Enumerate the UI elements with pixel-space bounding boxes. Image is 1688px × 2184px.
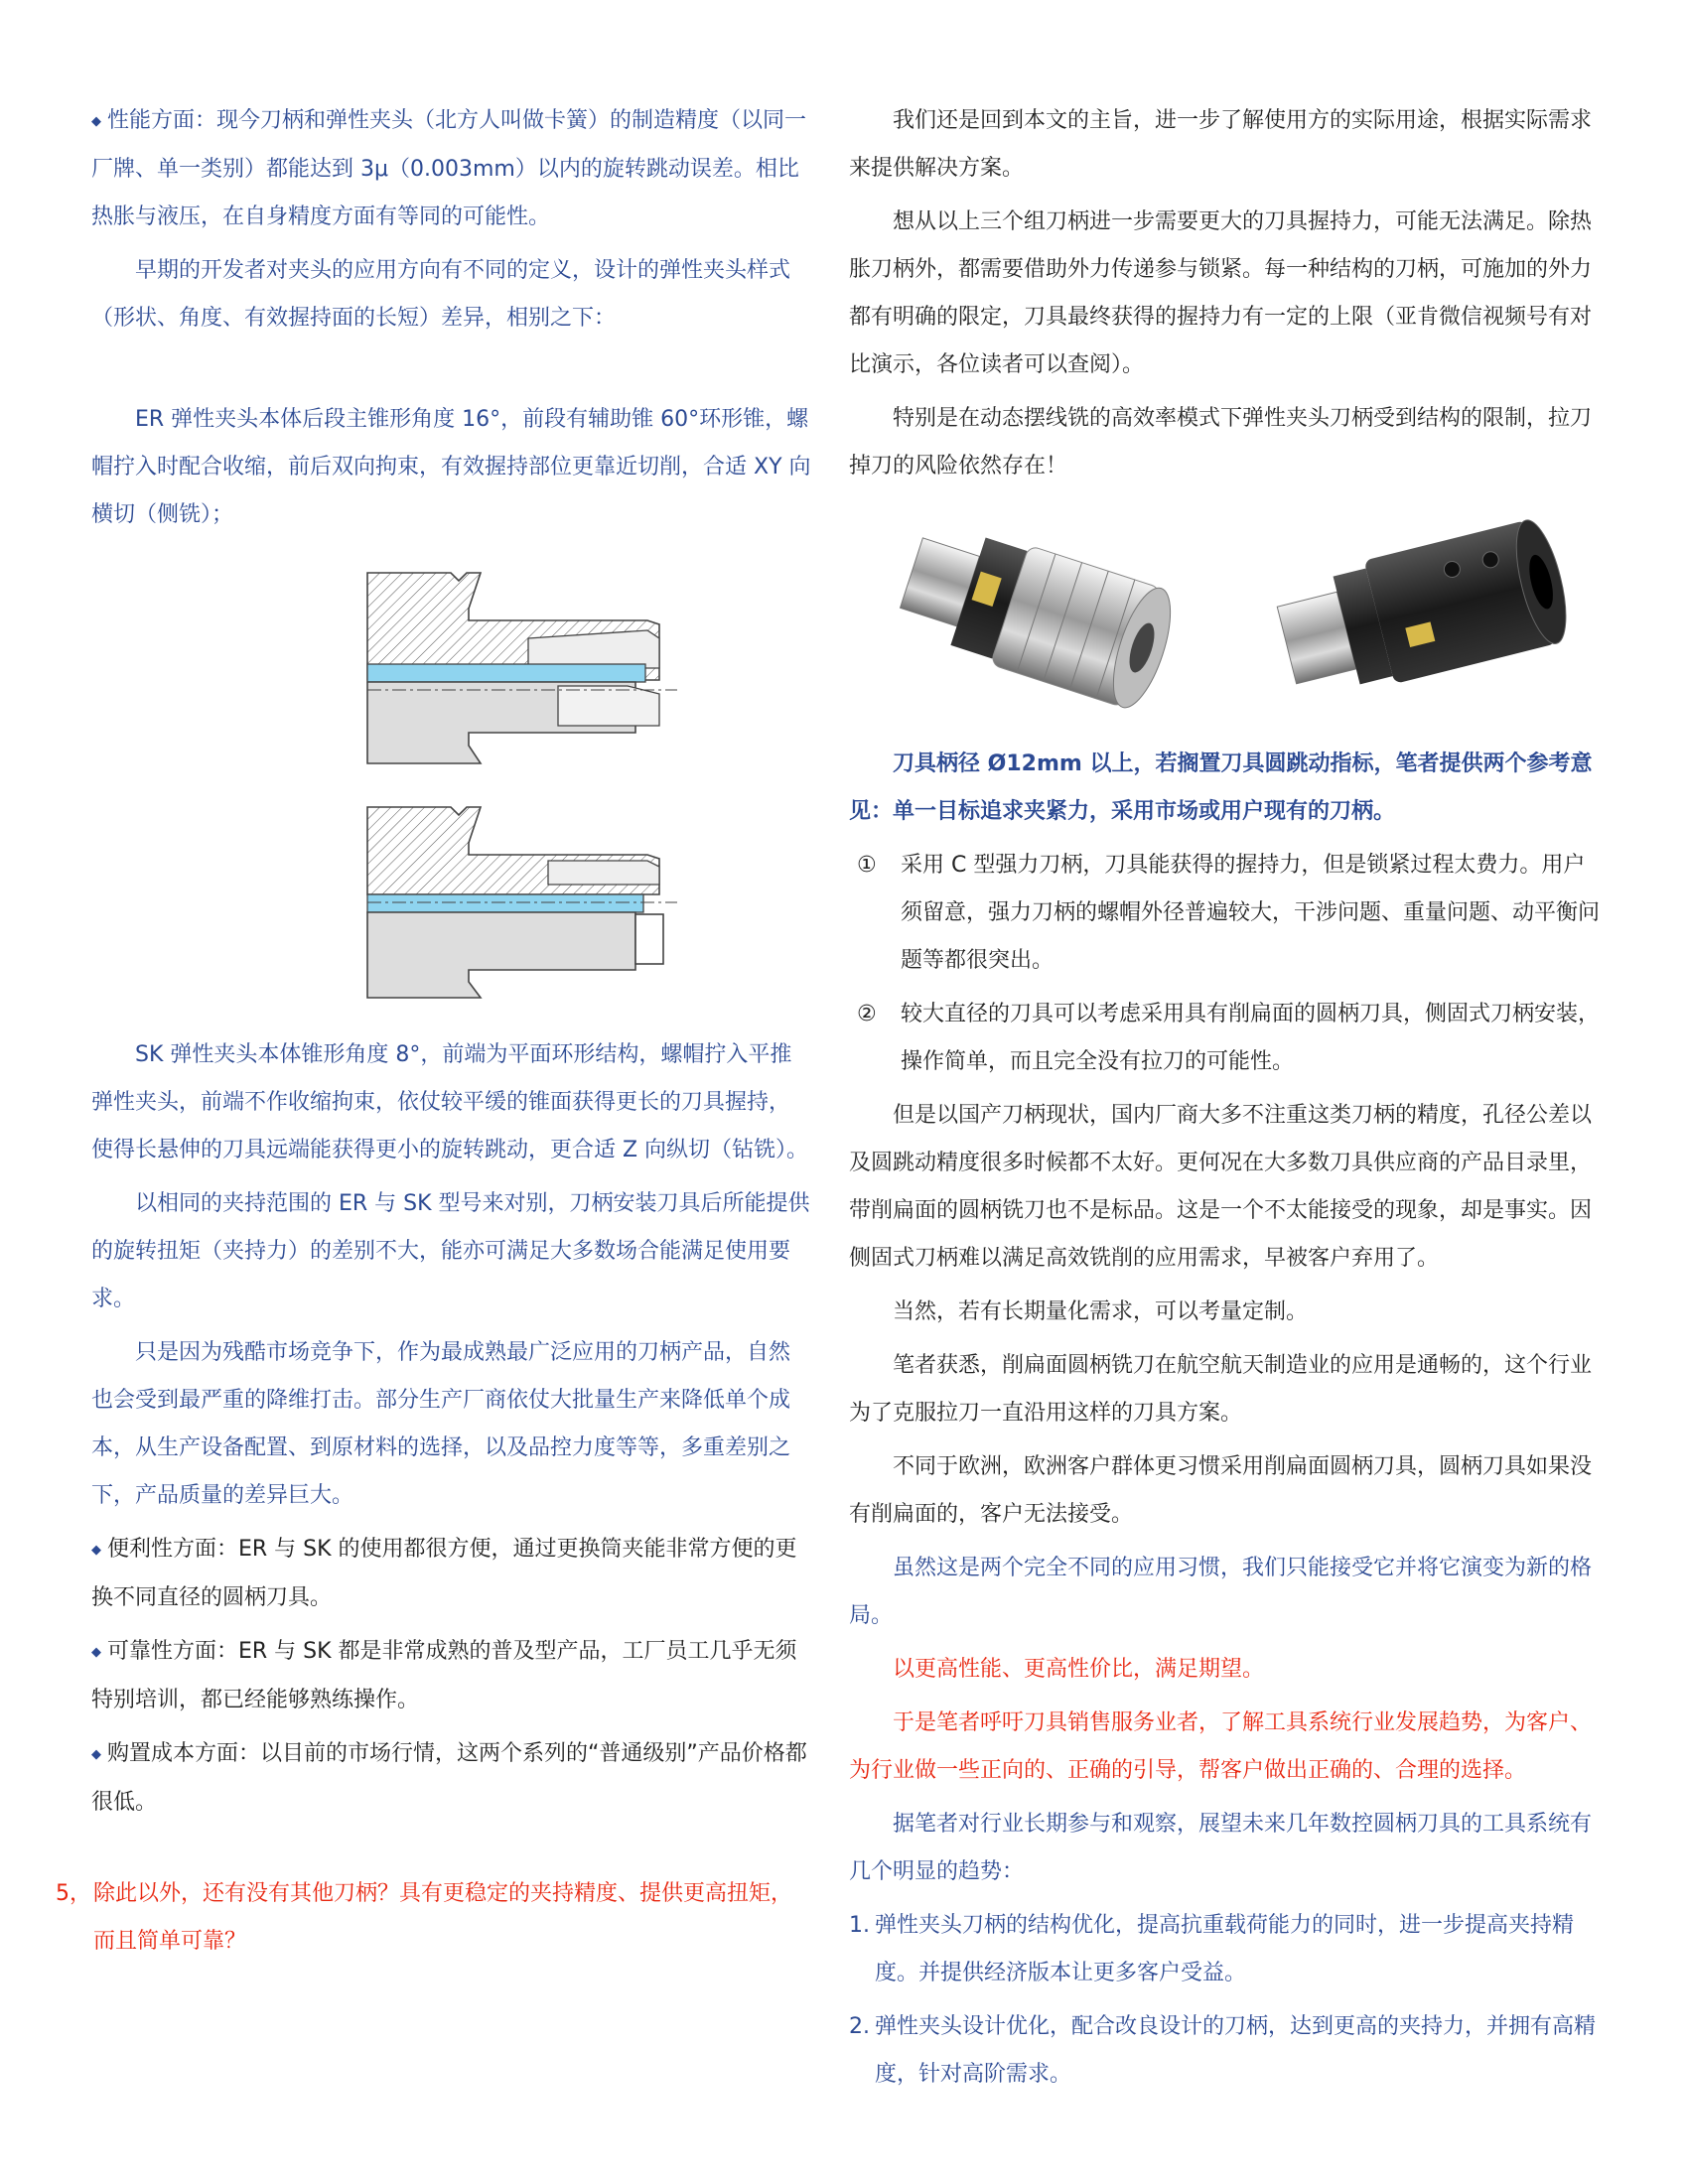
- convenience-paragraph: ◆ 便利性方面：ER 与 SK 的使用都很方便，通过更换筒夹能非常方便的更换不同直径的圆柄刀具。: [91, 1526, 811, 1622]
- trends-intro-paragraph: 据笔者对行业长期参与和观察，展望未来几年数控圆柄刀具的工具系统有几个明显的趋势：: [849, 1812, 1593, 1884]
- er-collet-cross-section: [91, 569, 811, 767]
- option-1-paragraph: ① 采用 C 型强力刀柄，刀具能获得的握持力，但是锁紧过程太费力。用户须留意，强力刀柄的螺帽外径普遍较大，干涉问题、重量问题、动平衡问题等都很突出。: [857, 853, 1601, 973]
- left-column: [56, 97, 811, 1966]
- call-to-action-paragraph: 于是笔者呼吁刀具销售服务业者，了解工具系统行业发展趋势，为客户、为行业做一些正向的、正确的引导，帮客户做出正确的、合理的选择。: [849, 1710, 1593, 1783]
- trochoidal-milling-paragraph: 特别是在动态摆线铣的高效率模式下弹性夹头刀柄受到结构的限制，拉刀掉刀的风险依然存在！: [849, 406, 1593, 478]
- diamond-bullet-icon: ◆: [91, 1645, 101, 1660]
- customization-paragraph: 当然，若有长期量化需求，可以考量定制。: [893, 1299, 1309, 1324]
- torque-comparison-paragraph: 以相同的夹持范围的 ER 与 SK 型号来对别，刀柄安装刀具后所能提供的旋转扭矩（夹持力）的差别不大，能亦可满足大多数场合能满足使用要求。: [91, 1191, 810, 1311]
- trend-2-item: 2. 弹性夹头设计优化，配合改良设计的刀柄，达到更高的夹持力，并拥有高精度，针对高阶需求。: [849, 2014, 1597, 2087]
- side-lock-holder-photo: [1264, 502, 1582, 731]
- performance-paragraph: ◆ 性能方面：现今刀柄和弹性夹头（北方人叫做卡簧）的制造精度（以同一厂牌、单一类别）都能达到 3μ（0.003mm）以内的旋转跳动误差。相比热胀与液压，在自身精度方面有等同的可能性。: [91, 97, 811, 241]
- tool-holder-photos: [887, 502, 1582, 731]
- cost-paragraph: ◆ 购置成本方面：以目前的市场行情，这两个系列的“普通级别”产品价格都很低。: [91, 1730, 811, 1827]
- option-2-paragraph: ② 较大直径的刀具可以考虑采用具有削扁面的圆柄刀具，侧固式刀柄安装，操作简单，而且完全没有拉刀的可能性。: [857, 1002, 1601, 1074]
- collet-style-paragraph: 早期的开发者对夹头的应用方向有不同的定义，设计的弹性夹头样式（形状、角度、有效握持面的长短）差异，相别之下：: [91, 258, 791, 331]
- recommendation-paragraph: 刀具柄径 Ø12mm 以上，若搁置刀具圆跳动指标，笔者提供两个参考意见：单一目标追求夹紧力，采用市场或用户现有的刀柄。: [849, 751, 1593, 824]
- europe-paragraph: 不同于欧洲，欧洲客户群体更习惯采用削扁面圆柄刀具，圆柄刀具如果没有削扁面的，客户无法接受。: [849, 1454, 1593, 1527]
- main-purpose-paragraph: 我们还是回到本文的主旨，进一步了解使用方的实际用途，根据实际需求来提供解决方案。: [849, 108, 1593, 181]
- clamping-limit-paragraph: 想从以上三个组刀柄进一步需要更大的刀具握持力，可能无法满足。除热胀刀柄外，都需要借助外力传递参与锁紧。每一种结构的刀柄，可施加的外力都有明确的限定，刀具最终获得的握持力有一定的上限（亚肯微信视频号有对比演示，各位读者可以查阅）。: [849, 209, 1593, 377]
- trend-1-item: 1. 弹性夹头刀柄的结构优化，提高抗重载荷能力的同时，进一步提高夹持精度。并提供经济版本让更多客户受益。: [849, 1913, 1575, 1985]
- market-competition-paragraph: 只是因为残酷市场竞争下，作为最成熟最广泛应用的刀柄产品，自然也会受到最严重的降维打击。部分生产厂商依仗大批量生产来降低单个成本，从生产设备配置、到原材料的选择，以及品控力度等等，多重差别之下，产品质量的差异巨大。: [91, 1340, 791, 1508]
- reliability-paragraph: ◆ 可靠性方面：ER 与 SK 都是非常成熟的普及型产品，工厂员工几乎无须特别培训，都已经能够熟练操作。: [91, 1628, 811, 1724]
- er-collet-paragraph: ER 弹性夹头本体后段主锥形角度 16°，前段有辅助锥 60°环形锥，螺帽拧入时配合收缩，前后双向拘束，有效握持部位更靠近切削，合适 XY 向横切（侧铣）；: [91, 407, 811, 527]
- higher-performance-line: 以更高性能、更高性价比，满足期望。: [893, 1657, 1265, 1682]
- diamond-bullet-icon: ◆: [91, 114, 101, 129]
- sk-collet-cross-section: [91, 803, 811, 1002]
- domestic-status-paragraph: 但是以国产刀柄现状，国内厂商大多不注重这类刀柄的精度，孔径公差以及圆跳动精度很多时候都不太好。更何况在大多数刀具供应商的产品目录里，带削扁面的圆柄铣刀也不是标品。这是一个不太能接受的现象，却是事实。因侧固式刀柄难以满足高效铣削的应用需求，早被客户弃用了。: [849, 1103, 1593, 1271]
- diamond-bullet-icon: ◆: [91, 1747, 101, 1762]
- right-column: [849, 97, 1604, 2099]
- aerospace-paragraph: 笔者获悉，削扁面圆柄铣刀在航空航天制造业的应用是通畅的，这个行业为了克服拉刀一直沿用这样的刀具方案。: [849, 1353, 1593, 1426]
- sk-collet-paragraph: SK 弹性夹头本体锥形角度 8°，前端为平面环形结构，螺帽拧入平推弹性夹头，前端不作收缩拘束，依仗较平缓的锥面获得更长的刀具握持，使得长悬伸的刀具远端能获得更小的旋转跳动，更合适 Z 向纵切（钻铣）。: [91, 1042, 809, 1162]
- new-pattern-paragraph: 虽然这是两个完全不同的应用习惯，我们只能接受它并将它演变为新的格局。: [849, 1556, 1593, 1628]
- diamond-bullet-icon: ◆: [91, 1543, 101, 1558]
- section-5-heading: 5， 除此以外，还有没有其他刀柄？具有更稳定的夹持精度、提供更高扭矩，而且简单可靠？: [56, 1881, 793, 1954]
- power-chuck-photo: [887, 502, 1204, 731]
